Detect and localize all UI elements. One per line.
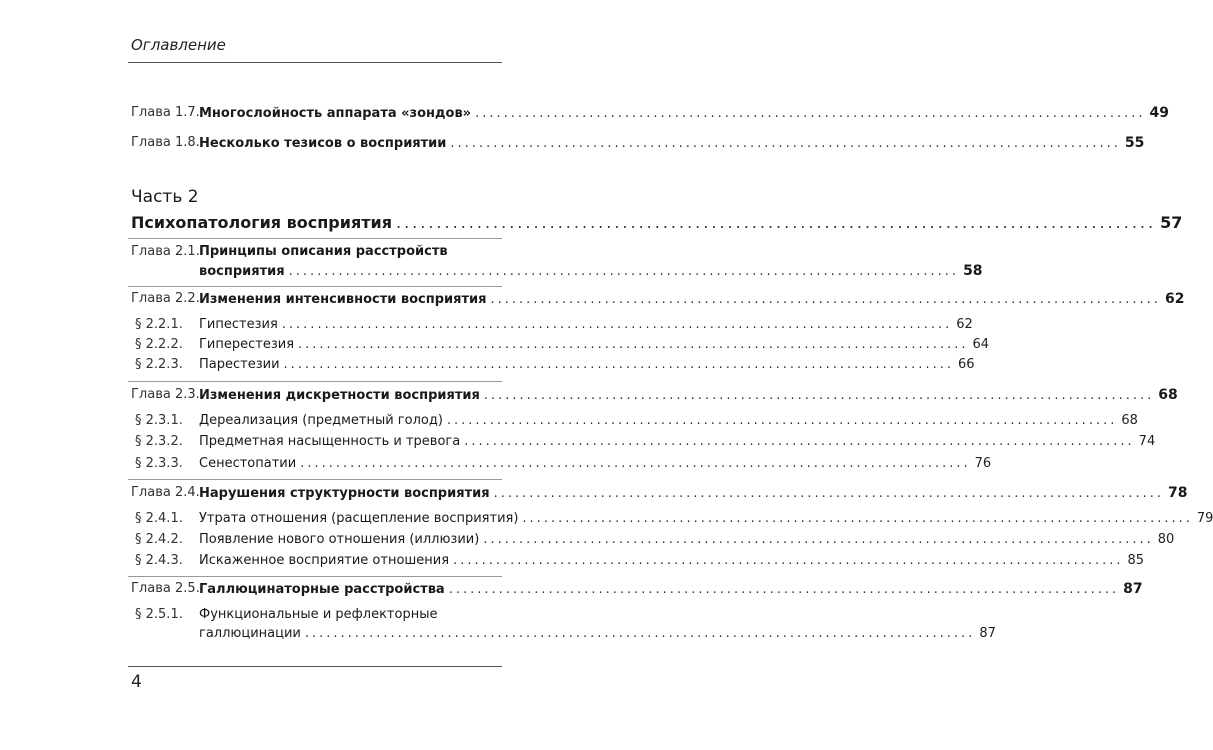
entry-label: Глава 1.7. [131,105,200,120]
entry-leader-line [199,260,983,282]
section-divider [128,576,502,577]
running-head: Оглавление [131,36,226,54]
entry-leader-line [199,288,1185,310]
entry-page: 57 [1160,213,1183,232]
toc-entry-p-2-4-1[interactable] [131,508,1213,530]
entry-page: 68 [1121,413,1138,428]
entry-label: § 2.4.3. [135,553,183,568]
entry-title: Нарушения структурности восприятия [199,486,490,501]
header-rule [128,62,502,63]
entry-title: Функциональные и рефлекторные [199,607,438,622]
toc-entry-p-2-3-1[interactable] [131,410,1138,432]
entry-page: 78 [1168,485,1188,501]
toc-entry-p-2-2-3[interactable] [131,354,975,376]
entry-title: Предметная насыщенность и тревога [199,434,461,449]
entry-page: 68 [1158,387,1178,403]
entry-page: 74 [1138,434,1156,449]
entry-page: 80 [1157,532,1175,547]
dot-leader: .............................................................................................. [304,626,976,641]
entry-label: § 2.2.1. [135,317,183,332]
entry-title: Искаженное восприятие отношения [199,553,450,568]
entry-label: § 2.3.1. [135,413,183,428]
dot-leader: .............................................................................................. [448,582,1120,597]
dot-leader: .............................................................................................. [396,213,1157,232]
entry-label: § 2.4.1. [135,511,183,526]
dot-leader: .............................................................................................. [493,486,1165,501]
entry-page: 79 [1196,511,1213,526]
entry-leader-line [199,431,1156,453]
section-divider [128,286,502,287]
toc-entry-ch-1-7[interactable] [131,102,1170,124]
entry-leader-line [199,354,975,376]
page-number: 4 [131,672,142,692]
dot-leader: .............................................................................................. [522,511,1193,526]
entry-label: Глава 2.1. [131,244,200,259]
entry-title: Дереализация (предметный голод) [199,413,443,428]
entry-page: 62 [956,317,973,332]
dot-leader: .............................................................................................. [453,553,1124,568]
dot-leader: .............................................................................................. [298,337,969,352]
entry-page: 87 [1123,581,1143,597]
footer-rule [128,666,502,667]
entry-label: Глава 2.5. [131,581,200,596]
entry-title: Изменения интенсивности восприятия [199,292,487,307]
entry-page: 87 [979,626,996,641]
entry-title: Гиперестезия [199,337,295,352]
dot-leader: .............................................................................................. [446,413,1118,428]
entry-page: 62 [1164,291,1185,307]
toc-entry-ch-2-2[interactable] [131,288,1185,310]
entry-leader-line [131,211,1183,235]
entry-label: Глава 1.8. [131,135,200,150]
entry-label: Глава 2.4. [131,485,200,500]
entry-title: Изменения дискретности восприятия [199,388,480,403]
entry-leader-line [199,102,1170,124]
part-label: Часть 2 [131,187,199,207]
entry-title: Принципы описания расстройств [199,244,448,259]
entry-leader-line [199,334,990,356]
toc-entry-ch-2-4[interactable] [131,482,1188,504]
toc-entry-p-2-5-1-cont[interactable] [131,623,996,645]
dot-leader: .............................................................................................. [483,388,1155,403]
entry-leader-line [199,314,973,336]
entry-label: § 2.3.3. [135,456,183,471]
toc-entry-ch-2-1-cont[interactable] [131,260,983,282]
entry-leader-line [199,529,1175,551]
entry-leader-line [199,508,1213,530]
entry-title: Многослойность аппарата «зондов» [199,106,472,121]
entry-label: § 2.2.2. [135,337,183,352]
entry-leader-line [199,410,1138,432]
entry-leader-line [199,453,992,475]
toc-entry-ch-1-8[interactable] [131,132,1145,154]
entry-page: 58 [963,263,983,279]
entry-label: § 2.2.3. [135,357,183,372]
entry-label: § 2.4.2. [135,532,183,547]
dot-leader: .............................................................................................. [283,357,954,372]
entry-leader-line [199,550,1145,572]
toc-entry-p-2-3-3[interactable] [131,453,992,475]
toc-entry-part-2[interactable] [131,211,1183,235]
entry-title: Несколько тезисов о восприятии [199,136,447,151]
entry-title: Утрата отношения (расщепление восприятия) [199,511,519,526]
toc-entry-ch-2-3[interactable] [131,384,1178,406]
entry-label: § 2.5.1. [135,607,183,622]
toc-entry-p-2-4-2[interactable] [131,529,1175,551]
entry-title: Парестезии [199,357,280,372]
entry-page: 85 [1127,553,1145,568]
entry-title: Галлюцинаторные расстройства [199,582,445,597]
toc-entry-p-2-3-2[interactable] [131,431,1156,453]
entry-title-cont: восприятия [199,264,285,279]
dot-leader: .............................................................................................. [450,136,1121,151]
entry-page: 55 [1124,135,1145,151]
section-divider [128,381,502,382]
entry-title: Гипестезия [199,317,278,332]
toc-entry-p-2-2-2[interactable] [131,334,990,356]
dot-leader: .............................................................................................. [464,434,1135,449]
entry-page: 66 [957,357,975,372]
entry-page: 64 [972,337,990,352]
entry-leader-line [199,623,996,645]
dot-leader: .............................................................................................. [475,106,1146,121]
entry-label: Глава 2.3. [131,387,200,402]
section-divider [128,479,502,480]
entry-leader-line [199,578,1143,600]
dot-leader: .............................................................................................. [300,456,971,471]
toc-entry-p-2-2-1[interactable] [131,314,973,336]
entry-label: § 2.3.2. [135,434,183,449]
entry-title-cont: галлюцинации [199,626,301,641]
entry-label: Глава 2.2. [131,291,200,306]
entry-page: 76 [974,456,992,471]
section-divider [128,238,502,239]
toc-entry-ch-2-5[interactable] [131,578,1143,600]
part-title: Психопатология восприятия [131,213,392,232]
entry-page: 49 [1149,105,1170,121]
entry-title: Появление нового отношения (иллюзии) [199,532,480,547]
dot-leader: .............................................................................................. [483,532,1154,547]
toc-entry-p-2-4-3[interactable] [131,550,1145,572]
dot-leader: .............................................................................................. [288,264,960,279]
entry-title: Сенестопатии [199,456,297,471]
dot-leader: .............................................................................................. [281,317,953,332]
dot-leader: .............................................................................................. [490,292,1161,307]
entry-leader-line [199,384,1178,406]
entry-leader-line [199,482,1188,504]
entry-leader-line [199,132,1145,154]
